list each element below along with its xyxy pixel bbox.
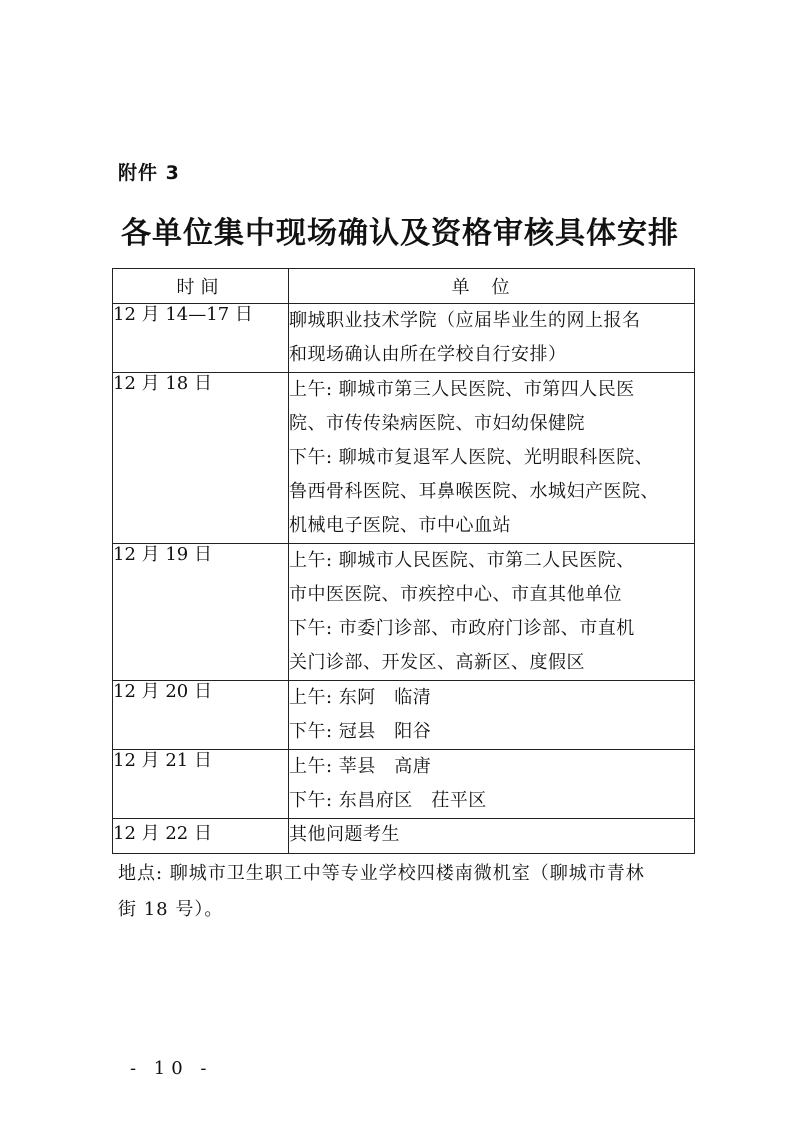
row-units: [289, 750, 695, 819]
unit-line: 上午: 莘县 高唐: [289, 756, 432, 777]
unit-line: 鲁西骨科医院、耳鼻喉医院、水城妇产医院、: [289, 481, 659, 502]
unit-line: 上午: 聊城市人民医院、市第二人民医院、: [289, 550, 635, 571]
row-units: [289, 819, 695, 854]
row-date: 12 月 21 日: [113, 750, 289, 819]
row-date: 12 月 14—17 日: [113, 304, 289, 373]
location-line: 街 18 号）。: [118, 899, 224, 920]
page-number: - 10 -: [130, 1058, 213, 1079]
unit-line: 上午: 聊城市第三人民医院、市第四人民医: [289, 379, 635, 400]
row-date: 12 月 20 日: [113, 681, 289, 750]
document-title: 各单位集中现场确认及资格审核具体安排: [121, 216, 679, 251]
row-units: [289, 373, 695, 544]
unit-line: 其他问题考生: [289, 824, 400, 845]
table-row: [113, 544, 695, 681]
table-row: [113, 819, 695, 854]
unit-line: 上午: 东阿 临清: [289, 687, 432, 708]
unit-line: 聊城职业技术学院（应届毕业生的网上报名: [289, 310, 641, 331]
unit-line: 下午: 聊城市复退军人医院、光明眼科医院、: [289, 447, 654, 468]
unit-line: 市中医医院、市疾控中心、市直其他单位: [289, 584, 622, 605]
header-time: 时间: [113, 269, 289, 304]
unit-line: 下午: 冠县 阳谷: [289, 721, 432, 742]
table-row: [113, 373, 695, 544]
attachment-label: 附件 3: [118, 162, 180, 184]
table-header-row: [113, 269, 695, 304]
unit-line: 下午: 东昌府区 茌平区: [289, 790, 487, 811]
table-row: [113, 304, 695, 373]
unit-line: 机械电子医院、市中心血站: [289, 515, 511, 536]
unit-line: 院、市传传染病医院、市妇幼保健院: [289, 413, 585, 434]
row-date: 12 月 18 日: [113, 373, 289, 544]
row-units: [289, 544, 695, 681]
unit-line: 和现场确认由所在学校自行安排）: [289, 344, 567, 365]
unit-line: 关门诊部、开发区、高新区、度假区: [289, 652, 585, 673]
schedule-table: [112, 268, 695, 854]
row-units: [289, 681, 695, 750]
row-date: 12 月 19 日: [113, 544, 289, 681]
table-row: [113, 681, 695, 750]
table-row: [113, 750, 695, 819]
location-line: 地点: 聊城市卫生职工中等专业学校四楼南微机室（聊城市青林: [118, 863, 645, 884]
row-date: 12 月 22 日: [113, 819, 289, 854]
row-units: [289, 304, 695, 373]
unit-line: 下午: 市委门诊部、市政府门诊部、市直机: [289, 618, 635, 639]
header-unit: 单位: [289, 269, 695, 304]
location-note: [118, 856, 708, 928]
